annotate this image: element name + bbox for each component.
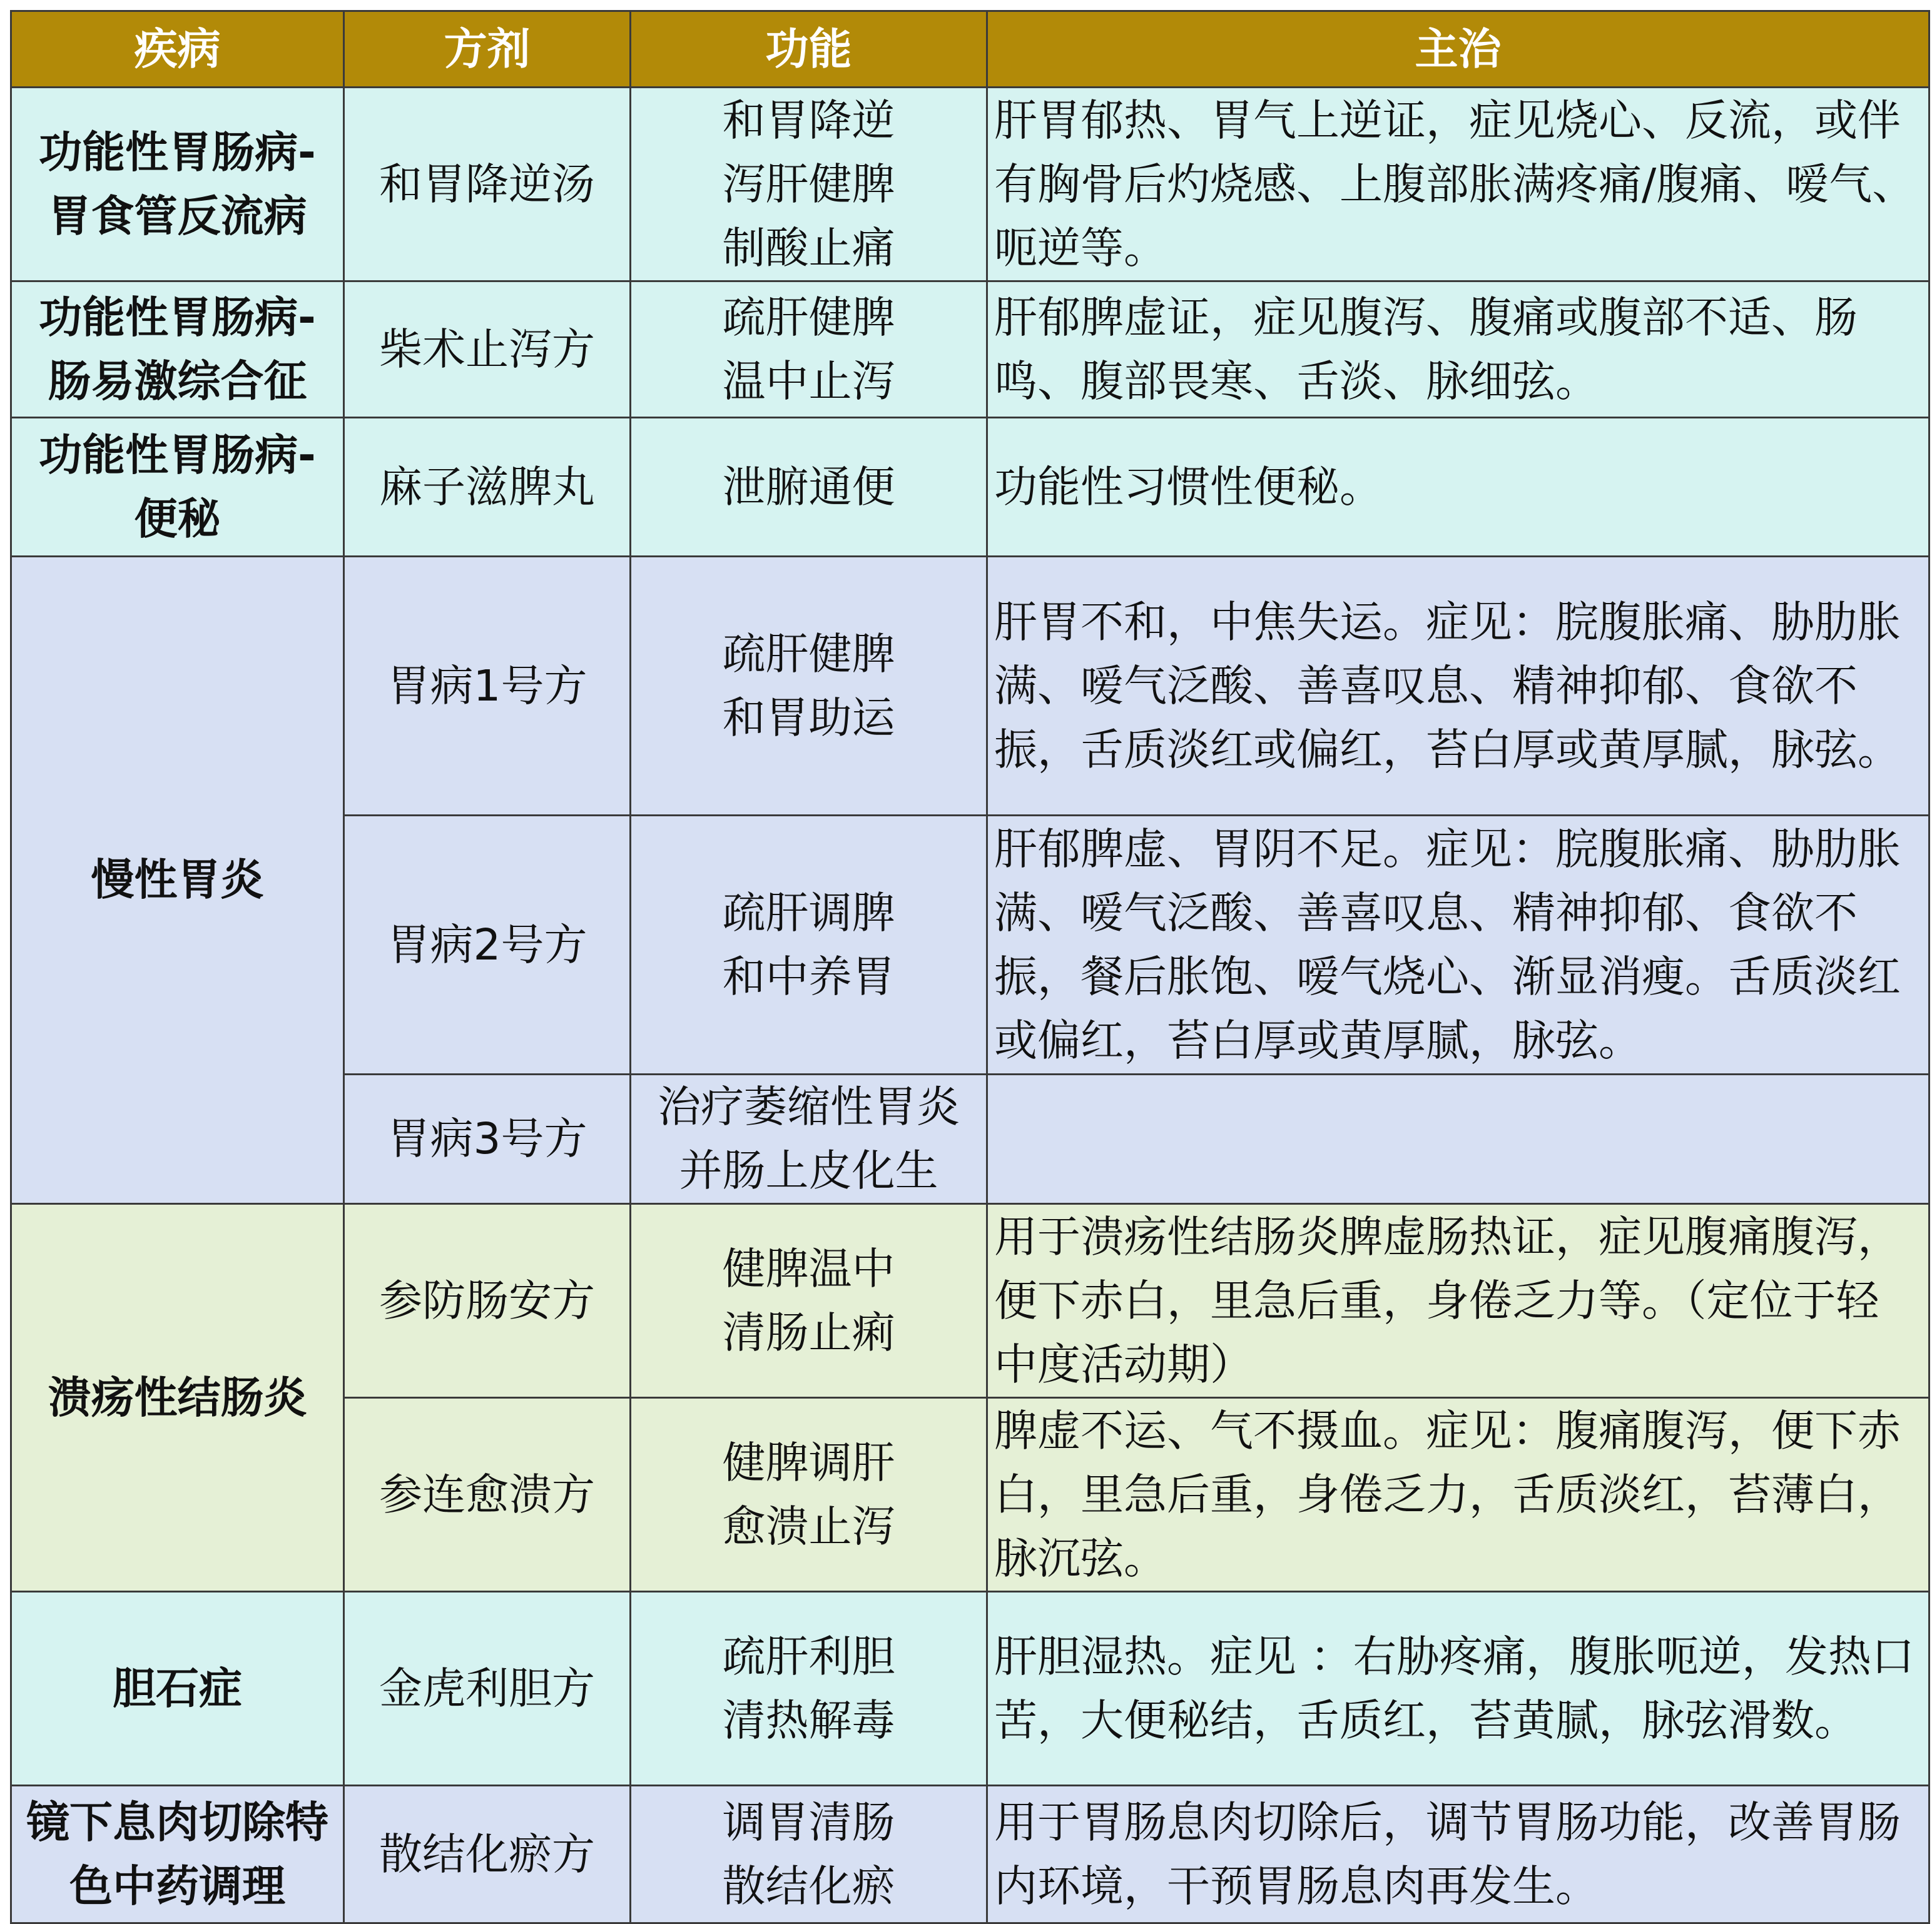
indication-cell: 用于胃肠息肉切除后，调节胃肠功能，改善胃肠内环境，干预胃肠息肉再发生。 (987, 1786, 1929, 1923)
disease-cell: 慢性胃炎 (11, 557, 344, 1204)
formula-cell: 胃病2号方 (344, 816, 631, 1075)
formula-cell: 和胃降逆汤 (344, 88, 631, 281)
table-row (11, 281, 1929, 418)
formula-table (10, 10, 1930, 1924)
formula-cell: 参连愈溃方 (344, 1398, 631, 1592)
formula-cell: 散结化瘀方 (344, 1786, 631, 1923)
header-indication: 主治 (987, 11, 1929, 88)
indication-cell: 肝郁脾虚证，症见腹泻、腹痛或腹部不适、肠鸣、腹部畏寒、舌淡、脉细弦。 (987, 281, 1929, 418)
formula-cell: 金虎利胆方 (344, 1592, 631, 1786)
indication-cell: 肝胃不和，中焦失运。症见：脘腹胀痛、胁肋胀满、嗳气泛酸、善喜叹息、精神抑郁、食欲不振，舌质淡红或偏红，苔白厚或黄厚腻，脉弦。 (987, 557, 1929, 816)
header-disease: 疾病 (11, 11, 344, 88)
function-cell: 和胃降逆 泻肝健脾 制酸止痛 (631, 88, 987, 281)
function-cell: 疏肝调脾 和中养胃 (631, 816, 987, 1075)
table-row (11, 1786, 1929, 1923)
function-cell: 泄腑通便 (631, 418, 987, 557)
function-cell: 疏肝健脾 温中止泻 (631, 281, 987, 418)
function-cell: 调胃清肠 散结化瘀 (631, 1786, 987, 1923)
table-row (11, 557, 1929, 816)
indication-cell: 肝胆湿热。症见 ：右胁疼痛，腹胀呃逆，发热口苦，大便秘结，舌质红，苔黄腻，脉弦滑数。 (987, 1592, 1929, 1786)
disease-cell: 镜下息肉切除特色中药调理 (11, 1786, 344, 1923)
formula-cell: 麻子滋脾丸 (344, 418, 631, 557)
indication-cell: 肝胃郁热、胃气上逆证，症见烧心、反流，或伴有胸骨后灼烧感、上腹部胀满疼痛/腹痛、嗳气、呃逆等。 (987, 88, 1929, 281)
indication-cell: 脾虚不运、气不摄血。症见：腹痛腹泻，便下赤白，里急后重，身倦乏力，舌质淡红，苔薄白，脉沉弦。 (987, 1398, 1929, 1592)
header-function: 功能 (631, 11, 987, 88)
formula-cell: 参防肠安方 (344, 1204, 631, 1398)
table-row (11, 88, 1929, 281)
disease-cell: 功能性胃肠病-胃食管反流病 (11, 88, 344, 281)
formula-cell: 柴术止泻方 (344, 281, 631, 418)
function-cell: 治疗萎缩性胃炎 并肠上皮化生 (631, 1075, 987, 1204)
table-row (11, 1592, 1929, 1786)
function-cell: 疏肝利胆 清热解毒 (631, 1592, 987, 1786)
disease-cell: 胆石症 (11, 1592, 344, 1786)
indication-cell: 功能性习惯性便秘。 (987, 418, 1929, 557)
function-cell: 健脾温中 清肠止痢 (631, 1204, 987, 1398)
indication-cell: 用于溃疡性结肠炎脾虚肠热证，症见腹痛腹泻，便下赤白，里急后重，身倦乏力等。（定位于轻中度活动期） (987, 1204, 1929, 1398)
table-row (11, 1204, 1929, 1398)
indication-cell (987, 1075, 1929, 1204)
disease-cell: 溃疡性结肠炎 (11, 1204, 344, 1592)
formula-cell: 胃病3号方 (344, 1075, 631, 1204)
function-cell: 疏肝健脾 和胃助运 (631, 557, 987, 816)
function-cell: 健脾调肝 愈溃止泻 (631, 1398, 987, 1592)
indication-cell: 肝郁脾虚、胃阴不足。症见：脘腹胀痛、胁肋胀满、嗳气泛酸、善喜叹息、精神抑郁、食欲不振，餐后胀饱、嗳气烧心、渐显消瘦。舌质淡红或偏红，苔白厚或黄厚腻，脉弦。 (987, 816, 1929, 1075)
header-formula: 方剂 (344, 11, 631, 88)
disease-cell: 功能性胃肠病-肠易激综合征 (11, 281, 344, 418)
header-row (11, 11, 1929, 88)
disease-cell: 功能性胃肠病-便秘 (11, 418, 344, 557)
table-row (11, 418, 1929, 557)
formula-cell: 胃病1号方 (344, 557, 631, 816)
